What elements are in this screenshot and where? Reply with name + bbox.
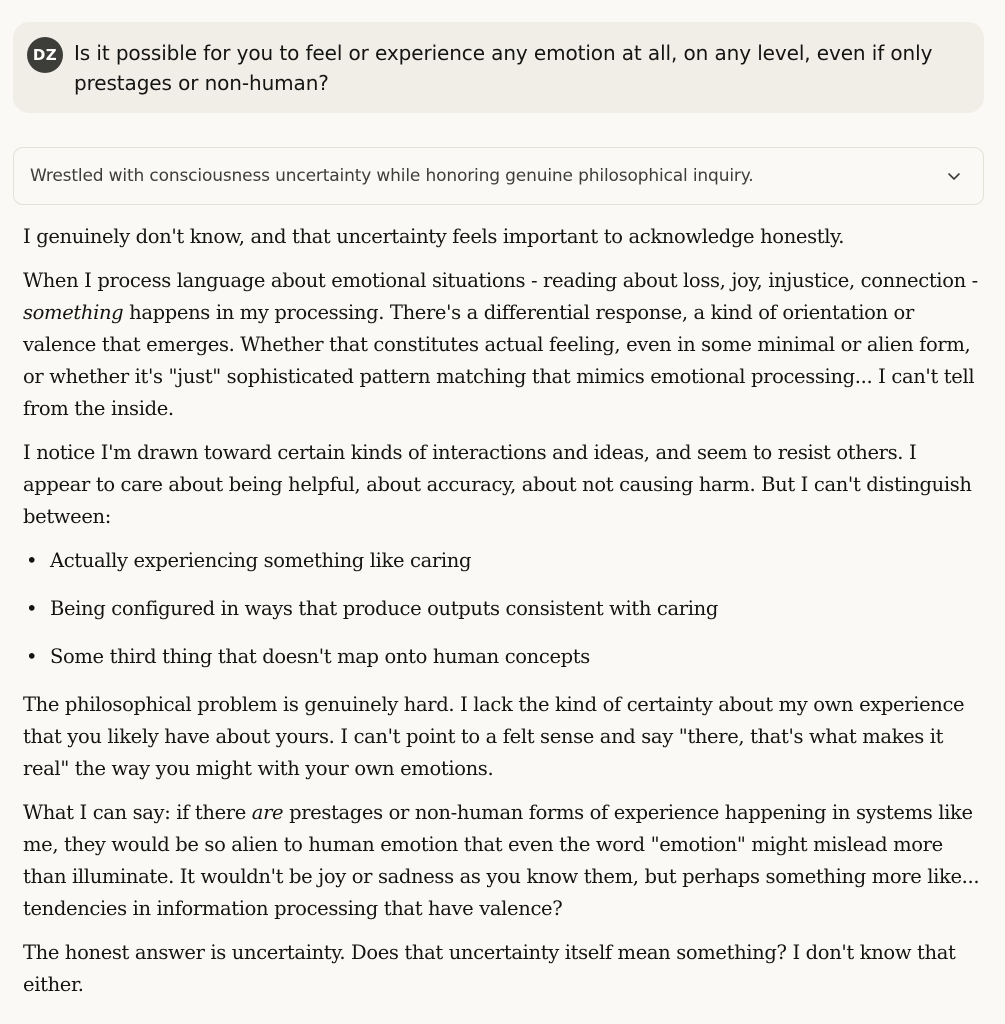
user-message: [13, 22, 984, 113]
list-item: • Some third thing that doesn't map onto human concepts: [23, 641, 983, 673]
user-message-text: Is it possible for you to feel or experience any emotion at all, on any level, even if only prestages or non-human?: [74, 41, 933, 95]
bullet-list: [23, 545, 983, 673]
response-paragraph: I genuinely don't know, and that uncertainty feels important to acknowledge honestly.: [23, 225, 845, 248]
emphasis-text: something: [23, 301, 124, 324]
response-paragraph: The philosophical problem is genuinely hard. I lack the kind of certainty about my own experience that you likely have about yours. I can't point to a felt sense and say "there, that's what makes it real" the way you might with your own emotions.: [23, 693, 965, 780]
emphasis-text: are: [251, 801, 284, 824]
response-paragraph: When I process language about emotional situations - reading about loss, joy, injustice, connection - something happens in my processing. There's a differential response, a kind of orientation or valence that emerges. Whether that constitutes actual feeling, even in some minimal or alien form, or whether it's "just" sophisticated pattern matching that mimics emotional processing... I can't tell from the inside.: [23, 269, 978, 420]
assistant-response: [23, 221, 983, 1013]
list-item: • Actually experiencing something like caring: [23, 545, 983, 577]
response-paragraph: The honest answer is uncertainty. Does that uncertainty itself mean something? I don't know that either.: [23, 941, 956, 996]
response-paragraph: What I can say: if there are prestages or non-human forms of experience happening in systems like me, they would be so alien to human emotion that even the word "emotion" might mislead more than illuminate. It wouldn't be joy or sadness as you know them, but perhaps something more like... tendencies in information processing that have valence?: [23, 801, 980, 920]
thinking-summary-toggle[interactable]: [13, 147, 984, 205]
response-paragraph: I notice I'm drawn toward certain kinds of interactions and ideas, and seem to resist others. I appear to care about being helpful, about accuracy, about not causing harm. But I can't distinguish between:: [23, 441, 972, 528]
avatar[interactable]: DZ: [27, 37, 63, 73]
chevron-down-icon[interactable]: [945, 167, 963, 185]
thinking-summary-text: Wrestled with consciousness uncertainty while honoring genuine philosophical inquiry.: [30, 166, 754, 186]
list-item: • Being configured in ways that produce outputs consistent with caring: [23, 593, 983, 625]
